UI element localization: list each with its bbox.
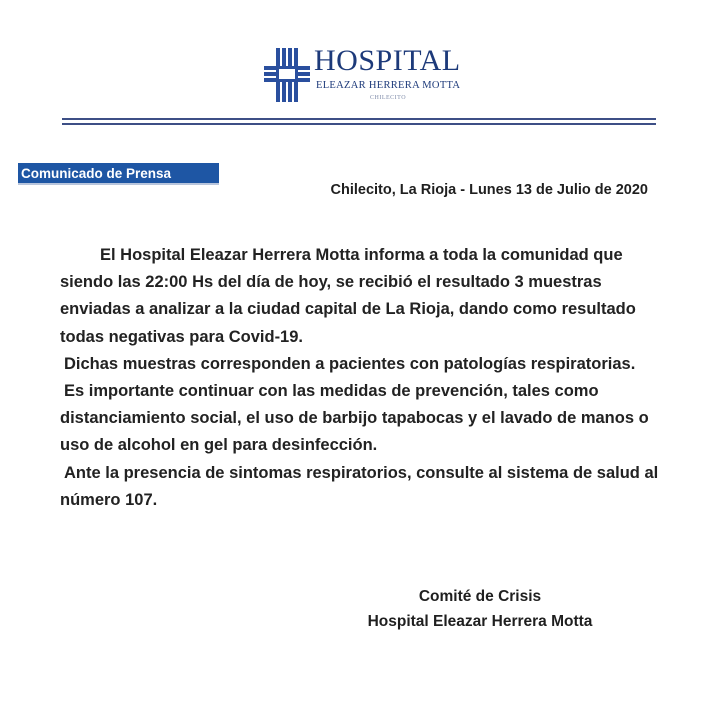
- paragraph-samples: Dichas muestras corresponden a pacientes con patologías respiratorias.: [64, 354, 636, 373]
- header-divider-thin: [62, 123, 656, 125]
- press-release-label: Comunicado de Prensa: [18, 163, 219, 185]
- signature-hospital: Hospital Eleazar Herrera Motta: [367, 613, 593, 630]
- signature-block: [330, 584, 630, 634]
- hospital-logo-city: CHILECITO: [370, 95, 407, 101]
- letterhead: [0, 0, 720, 120]
- hospital-logo-title: HOSPITAL: [314, 44, 461, 77]
- hospital-logo-subtitle: ELEAZAR HERRERA MOTTA: [316, 80, 461, 91]
- signature-committee: Comité de Crisis: [418, 588, 542, 605]
- dateline: Chilecito, La Rioja - Lunes 13 de Julio de 2020: [330, 182, 648, 198]
- paragraph-prevention: Es importante continuar con las medidas de prevención, tales como distanciamiento social, el uso de barbijo tapabocas y el lavado de manos o uso de alcohol en gel para desinfección.: [60, 382, 649, 455]
- release-body: [60, 242, 670, 514]
- hospital-cross-emblem-icon: [262, 46, 312, 104]
- paragraph-announcement: El Hospital Eleazar Herrera Motta informa a toda la comunidad que siendo las 22:00 Hs del día de hoy, se recibió el resultado 3 muestras enviadas a analizar a la ciudad capital de La Rioja, dando como resultado todas negativas para Covid-19.: [60, 246, 636, 346]
- header-divider: [62, 118, 656, 120]
- paragraph-symptoms: Ante la presencia de sintomas respiratorios, consulte al sistema de salud al número 107.: [60, 463, 659, 509]
